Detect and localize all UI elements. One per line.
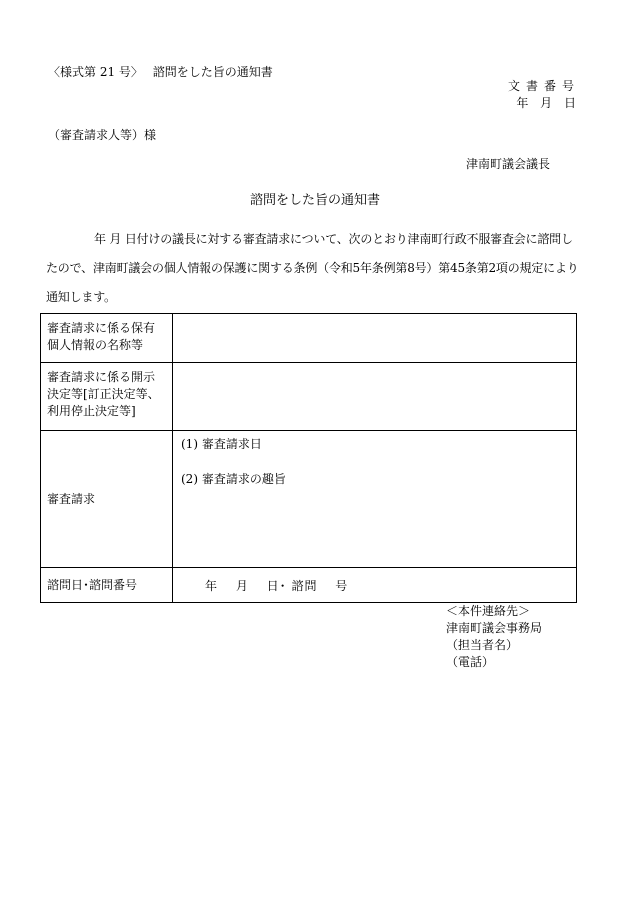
row-label-line: 審査請求に係る開示	[47, 370, 156, 384]
body-paragraph	[46, 225, 581, 312]
row-label: 審査請求	[41, 431, 173, 568]
document-number-label: 文書番号	[507, 79, 580, 93]
table-row	[41, 431, 577, 568]
row-label-line: 審査請求に係る保有	[47, 321, 156, 335]
contact-heading: ＜本件連絡先＞	[446, 604, 531, 618]
body-line: 年 月 日付けの議長に対する審査請求について、次のとおり津南町行政不服審査会に諮問し	[94, 232, 573, 246]
table-row	[41, 568, 577, 603]
addressee: （審査請求人等）様	[48, 128, 157, 142]
row-value-blank	[173, 363, 577, 431]
table-row	[41, 363, 577, 431]
row-label	[41, 363, 173, 431]
contact-office: 津南町議会事務局	[446, 621, 543, 635]
document-title: 諮問をした旨の通知書	[249, 193, 380, 208]
contact-person: （担当者名）	[446, 638, 519, 652]
row-label-line: 利用停止決定等]	[47, 404, 136, 418]
consultation-date-number: 年 月 日･ 諮問 号	[205, 578, 349, 593]
contact-phone: （電話）	[446, 655, 495, 669]
row-value	[173, 431, 577, 568]
document-date-label: 年 月 日	[516, 96, 580, 110]
row-value-blank	[173, 314, 577, 363]
request-date-item: (1) 審査請求日	[181, 437, 262, 451]
row-label: 諮問日･諮問番号	[41, 568, 173, 603]
body-line: 通知します。	[46, 290, 116, 304]
row-value	[173, 568, 577, 603]
row-label-line: 決定等[訂正決定等、	[47, 387, 160, 401]
form-label: 〈様式第 21 号〉 諮問をした旨の通知書	[48, 65, 273, 79]
table-row	[41, 314, 577, 363]
contact-block	[446, 603, 542, 671]
request-purpose-item: (2) 審査請求の趣旨	[181, 472, 286, 486]
body-line: たので、津南町議会の個人情報の保護に関する条例（令和5年条例第8号）第45条第2項の規定により	[46, 261, 579, 275]
form-table	[40, 313, 577, 603]
row-label	[41, 314, 173, 363]
sender: 津南町議会議長	[466, 157, 551, 171]
row-label-line: 個人情報の名称等	[47, 338, 144, 352]
